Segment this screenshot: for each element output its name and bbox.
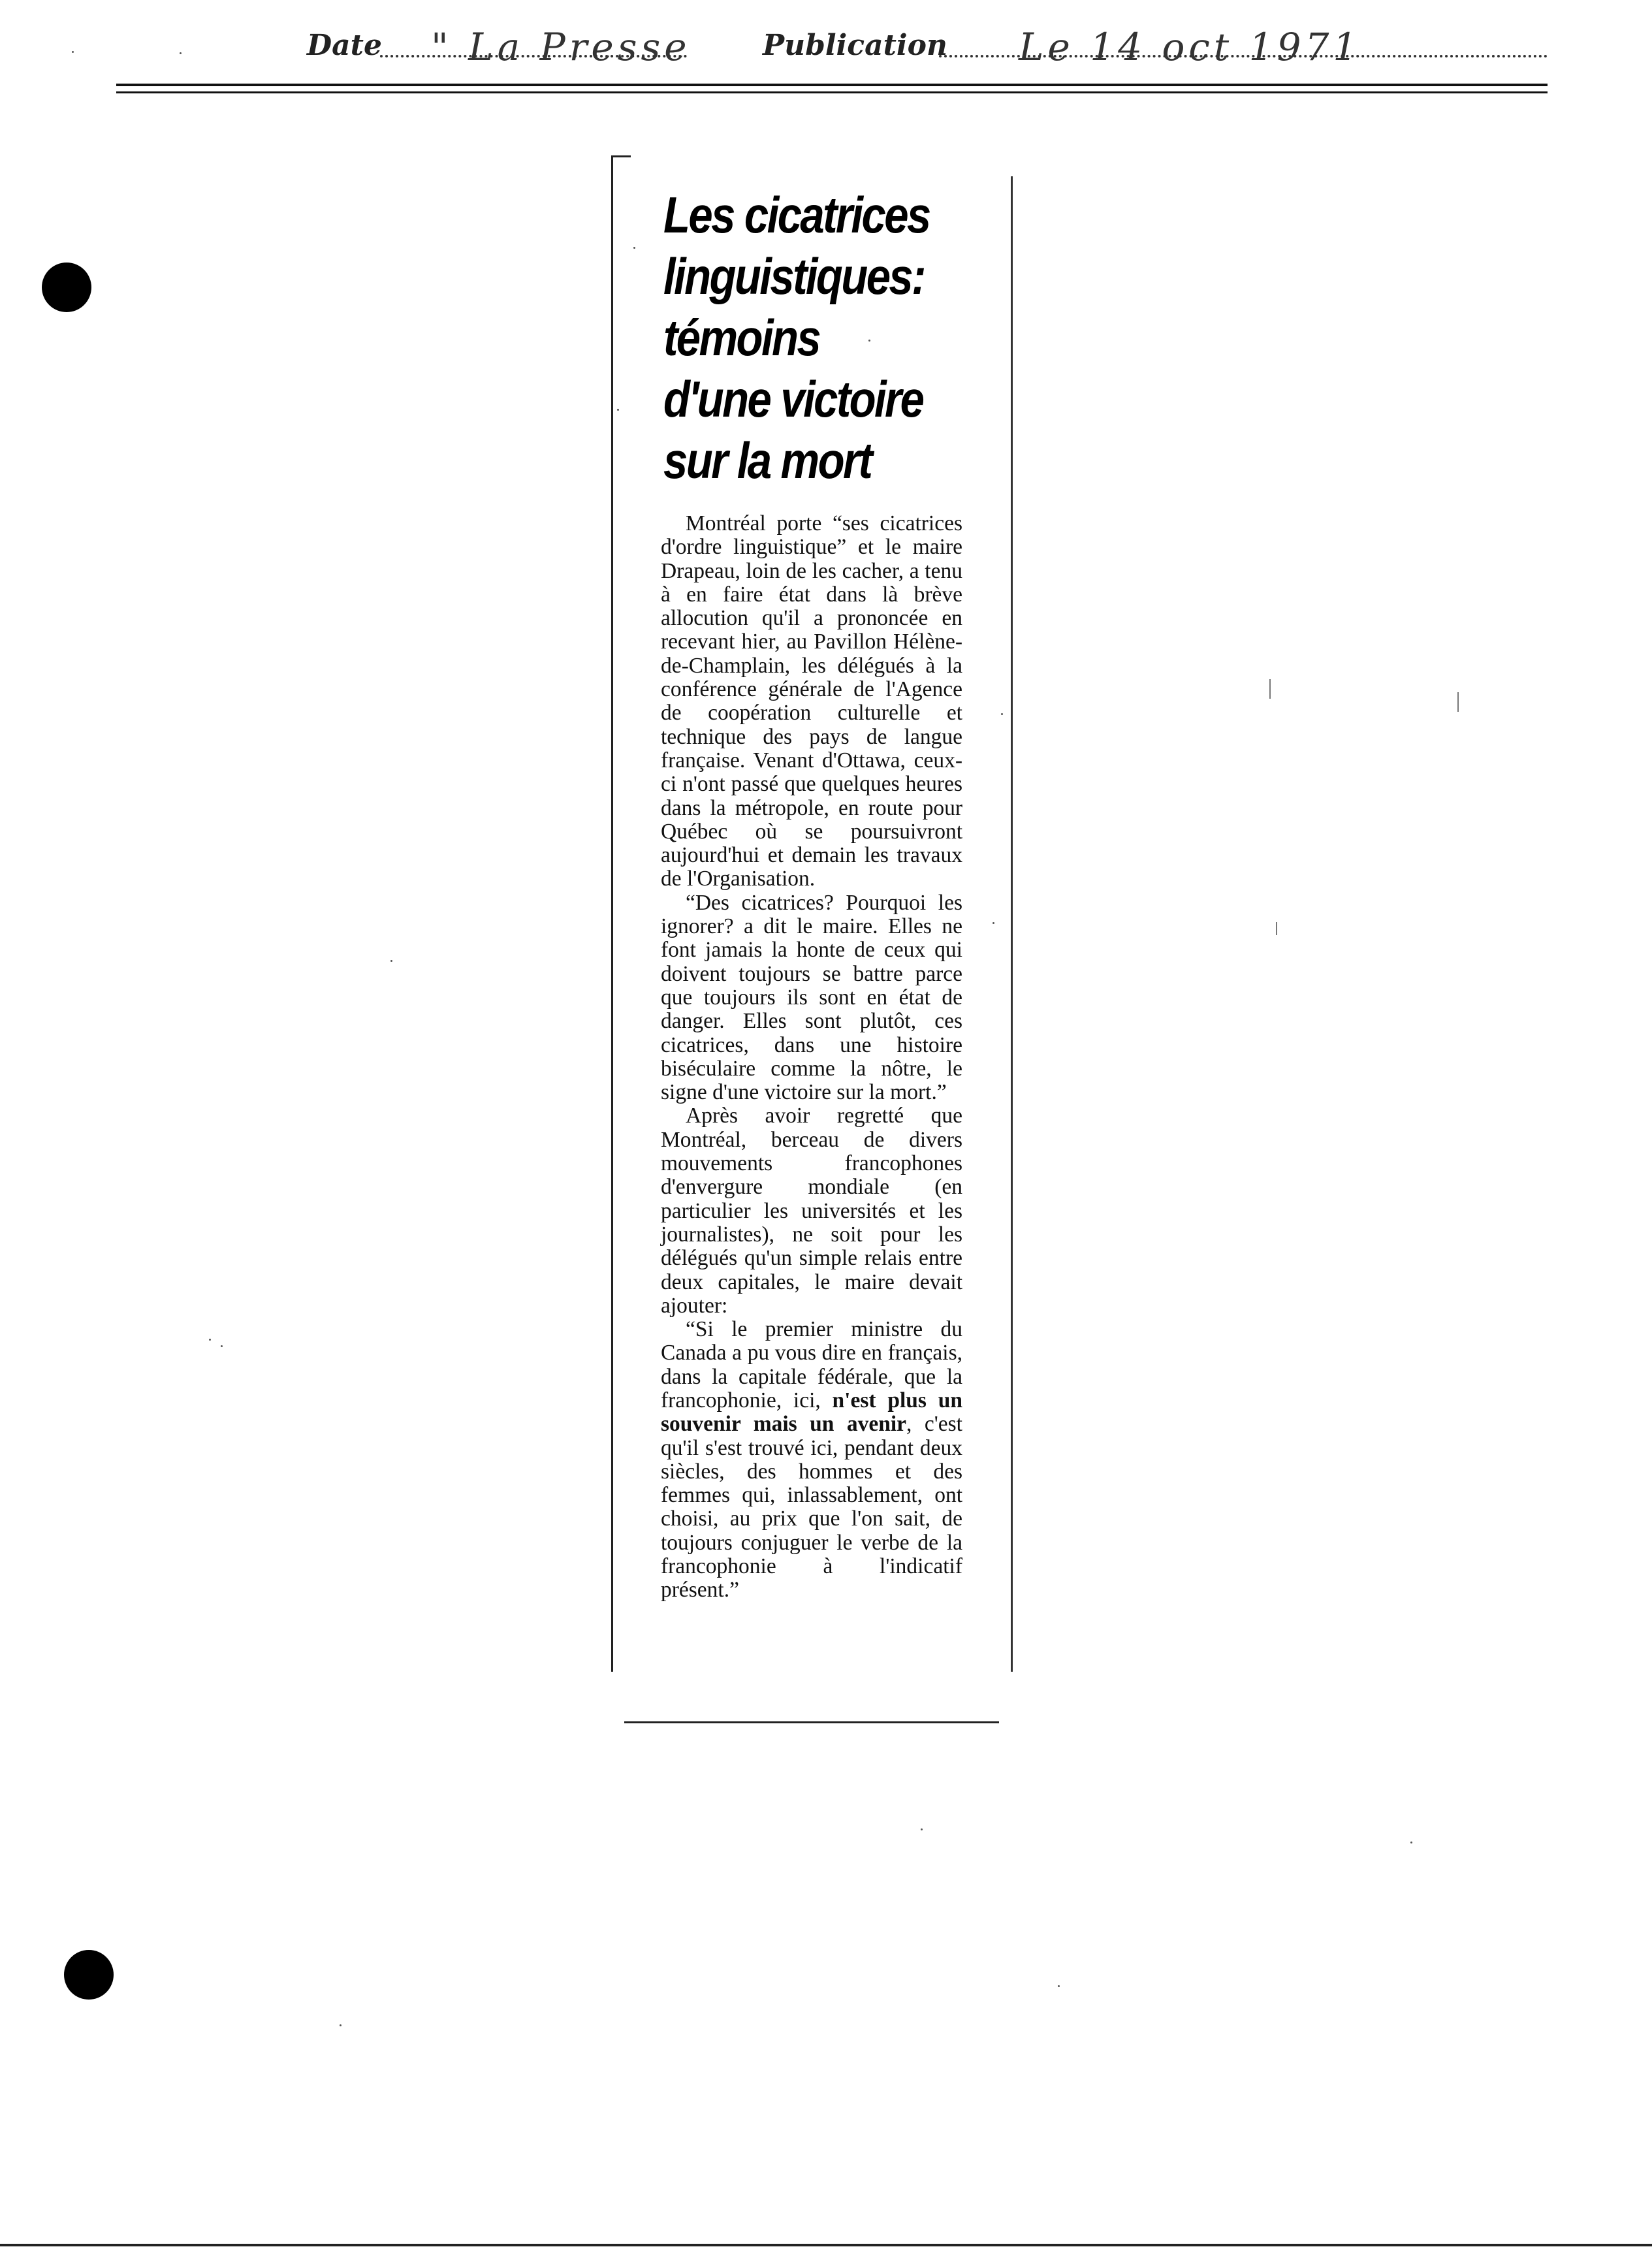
clipping-frame-top-tick bbox=[611, 155, 631, 157]
scan-speck bbox=[921, 1828, 923, 1830]
date-handwritten-value: " La Presse bbox=[431, 25, 691, 69]
date-label: Date bbox=[307, 29, 382, 62]
headline-line: sur la mort bbox=[663, 432, 872, 489]
article-paragraph-final bbox=[661, 1318, 962, 1603]
scan-speck bbox=[617, 409, 619, 411]
final-paragraph-start: “Si le premier ministre du Canada a pu vous dire en français, dans la capitale fédérale, que la francophonie, ici, bbox=[661, 1317, 962, 1412]
article-paragraph: Montréal porte “ses cicatrices d'ordre linguistique” et le maire Drapeau, loin de les cacher, a tenu à en faire état dans là brève allocution qu'il a prononcée en recevant hier, au Pavillon Hélène-de-Champlain, les délégués à la conférence générale de l'Agence de coopération culturelle et technique des pays de langue française. Venant d'Ottawa, ceux-ci n'ont passé que quelques heures dans la métropole, en route pour Québec où se poursuivront aujourd'hui et demain les travaux de l'Organisation. bbox=[661, 511, 962, 891]
scan-bottom-edge bbox=[0, 2244, 1652, 2246]
clipping-header bbox=[307, 25, 1548, 69]
scan-mark bbox=[1276, 922, 1277, 935]
punch-hole-top bbox=[42, 263, 91, 312]
headline-line: linguistiques: bbox=[663, 247, 925, 305]
publication-label: Publication bbox=[763, 29, 947, 62]
scan-speck bbox=[993, 922, 994, 924]
headline-line: témoins bbox=[663, 309, 820, 366]
header-rule-bottom bbox=[116, 91, 1548, 93]
clipping-frame-bottom bbox=[624, 1721, 999, 1723]
scan-speck bbox=[340, 2024, 342, 2026]
scan-speck bbox=[633, 247, 635, 249]
article-paragraph: “Des cicatrices? Pourquoi les ignorer? a dit le maire. Elles ne font jamais la honte de ceux qui doivent toujours se battre parce que toujours ils sont en état de danger. Elles sont plutôt, ces cicatrices, dans une histoire biséculaire comme la nôtre, le signe d'une victoire sur la mort.” bbox=[661, 890, 962, 1105]
publication-handwritten-value: Le 14 oct 1971 bbox=[1019, 25, 1361, 69]
article-headline bbox=[663, 184, 955, 491]
header-rule-top bbox=[116, 84, 1548, 86]
final-paragraph-emphasis: n'est plus un souvenir mais un avenir bbox=[661, 1388, 962, 1437]
scan-speck bbox=[180, 52, 182, 54]
clipping-frame-right bbox=[1011, 176, 1013, 1672]
headline-line: d'une victoire bbox=[663, 370, 923, 428]
scan-speck bbox=[209, 1339, 211, 1341]
final-paragraph-end: , c'est qu'il s'est trouvé ici, pendant deux siècles, des hommes et des femmes qui, inlassablement, ont choisi, au prix que l'on sait, de toujours conjuguer le verbe de la francophonie à l'indicatif présent.” bbox=[661, 1412, 962, 1603]
scan-speck bbox=[1058, 1985, 1060, 1987]
article-paragraph: Après avoir regretté que Montréal, berceau de divers mouvements francophones d'envergure mondiale (en particulier les universités et les journalistes), ne soit pour les délégués qu'un simple relais entre deux capitales, le maire devait ajouter: bbox=[661, 1104, 962, 1318]
scan-mark bbox=[1269, 679, 1271, 699]
scan-speck bbox=[1410, 1842, 1412, 1843]
scan-speck bbox=[72, 51, 74, 53]
scan-speck bbox=[868, 340, 870, 342]
article-body bbox=[661, 512, 962, 1603]
scan-mark bbox=[1457, 692, 1459, 712]
scan-speck bbox=[1001, 713, 1003, 715]
scan-speck bbox=[390, 960, 392, 962]
punch-hole-bottom bbox=[64, 1950, 114, 2000]
scan-speck bbox=[221, 1345, 223, 1347]
headline-line: Les cicatrices bbox=[663, 186, 930, 244]
clipping-frame-left bbox=[611, 157, 613, 1672]
